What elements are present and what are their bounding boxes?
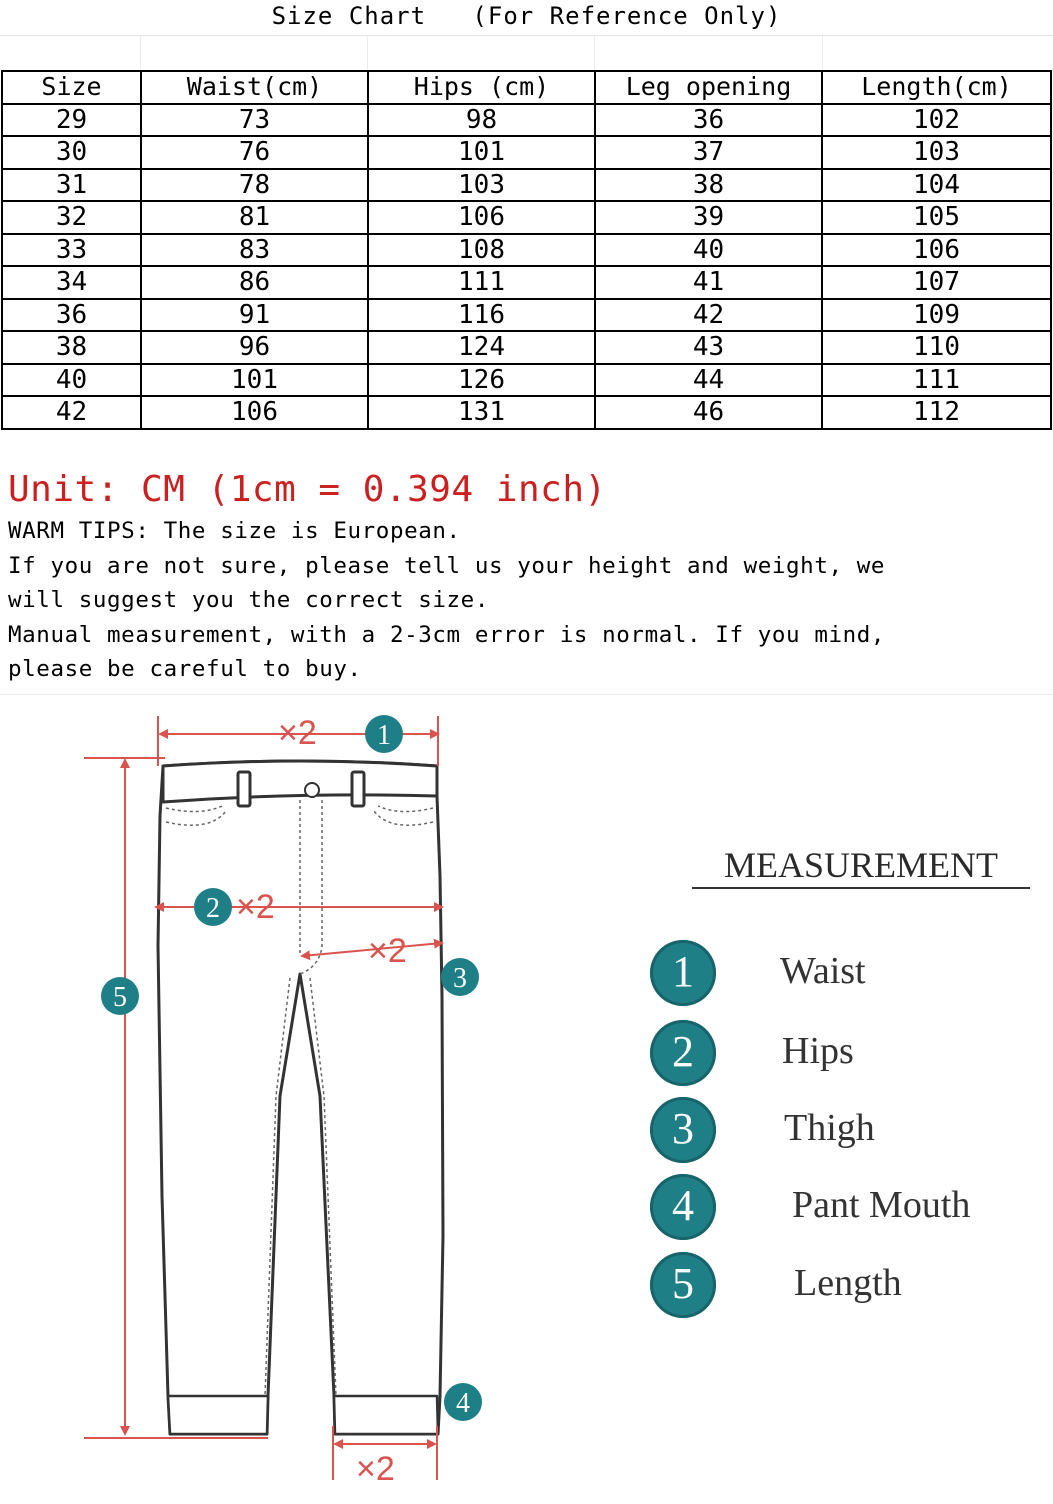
cell-waist: 86 bbox=[141, 266, 368, 299]
legend-number: 2 bbox=[650, 1020, 716, 1086]
cell-leg-opening: 44 bbox=[595, 364, 822, 397]
cell-length: 107 bbox=[822, 266, 1051, 299]
cell-size: 32 bbox=[2, 201, 141, 234]
svg-text:5: 5 bbox=[113, 982, 127, 1013]
legend-number: 5 bbox=[650, 1252, 716, 1318]
cell-waist: 91 bbox=[141, 299, 368, 332]
legend-item-length bbox=[650, 1252, 1050, 1318]
cell-waist: 83 bbox=[141, 234, 368, 267]
table-row bbox=[2, 234, 1051, 267]
cell-length: 106 bbox=[822, 234, 1051, 267]
notes-section bbox=[8, 466, 1048, 687]
cell-leg-opening: 46 bbox=[595, 396, 822, 429]
chart-title: Size Chart (For Reference Only) bbox=[271, 2, 782, 30]
cell-size: 40 bbox=[2, 364, 141, 397]
cell-length: 104 bbox=[822, 169, 1051, 202]
cell-hips: 116 bbox=[368, 299, 595, 332]
marker-hips bbox=[194, 888, 232, 926]
cell-waist: 101 bbox=[141, 364, 368, 397]
cell-length: 111 bbox=[822, 364, 1051, 397]
warm-tips: WARM TIPS: The size is European. bbox=[8, 518, 461, 544]
cell-waist: 96 bbox=[141, 331, 368, 364]
legend-item-thigh bbox=[650, 1097, 1050, 1163]
header-gridlines bbox=[0, 35, 1053, 70]
cell-length: 109 bbox=[822, 299, 1051, 332]
table-row bbox=[2, 364, 1051, 397]
table-row bbox=[2, 331, 1051, 364]
cell-waist: 106 bbox=[141, 396, 368, 429]
svg-text:3: 3 bbox=[453, 963, 467, 994]
cell-leg-opening: 41 bbox=[595, 266, 822, 299]
thigh-multiplier: ×2 bbox=[368, 932, 407, 970]
legend-number: 3 bbox=[650, 1097, 716, 1163]
note-line-5: please be careful to buy. bbox=[8, 656, 362, 682]
header-size: Size bbox=[2, 71, 141, 104]
section-divider bbox=[0, 694, 1053, 695]
legend-item-hips bbox=[650, 1020, 1050, 1086]
cell-hips: 103 bbox=[368, 169, 595, 202]
cell-hips: 126 bbox=[368, 364, 595, 397]
cell-hips: 101 bbox=[368, 136, 595, 169]
marker-pant-mouth bbox=[444, 1383, 482, 1421]
cell-size: 34 bbox=[2, 266, 141, 299]
table-row bbox=[2, 104, 1051, 137]
cell-leg-opening: 39 bbox=[595, 201, 822, 234]
table-row bbox=[2, 201, 1051, 234]
size-table bbox=[1, 70, 1052, 430]
cell-size: 38 bbox=[2, 331, 141, 364]
cell-hips: 98 bbox=[368, 104, 595, 137]
cell-size: 42 bbox=[2, 396, 141, 429]
legend-label: Thigh bbox=[784, 1107, 875, 1149]
cell-leg-opening: 40 bbox=[595, 234, 822, 267]
cell-waist: 81 bbox=[141, 201, 368, 234]
marker-thigh bbox=[441, 958, 479, 996]
cell-size: 29 bbox=[2, 104, 141, 137]
cell-hips: 131 bbox=[368, 396, 595, 429]
marker-waist bbox=[365, 715, 403, 753]
svg-text:4: 4 bbox=[456, 1388, 470, 1419]
legend-label: Waist bbox=[780, 950, 866, 992]
legend-item-waist bbox=[650, 940, 1050, 1006]
note-line-2: If you are not sure, please tell us your height and weight, we bbox=[8, 552, 886, 579]
header-hips: Hips (cm) bbox=[368, 71, 595, 104]
cell-leg-opening: 37 bbox=[595, 136, 822, 169]
cell-size: 33 bbox=[2, 234, 141, 267]
legend-item-pant-mouth bbox=[650, 1174, 1050, 1240]
legend-label: Length bbox=[794, 1262, 902, 1304]
header-length: Length(cm) bbox=[822, 71, 1051, 104]
header-leg-opening: Leg opening bbox=[595, 71, 822, 104]
cell-size: 30 bbox=[2, 136, 141, 169]
cell-size: 31 bbox=[2, 169, 141, 202]
cell-hips: 108 bbox=[368, 234, 595, 267]
legend-label: Pant Mouth bbox=[792, 1184, 971, 1226]
header-waist: Waist(cm) bbox=[141, 71, 368, 104]
legend-number: 1 bbox=[650, 940, 716, 1006]
cell-waist: 76 bbox=[141, 136, 368, 169]
mouth-multiplier: ×2 bbox=[356, 1450, 395, 1488]
cell-hips: 106 bbox=[368, 201, 595, 234]
measurement-title: MEASUREMENT bbox=[692, 845, 1030, 889]
cell-length: 110 bbox=[822, 331, 1051, 364]
cell-size: 36 bbox=[2, 299, 141, 332]
table-row bbox=[2, 299, 1051, 332]
cell-waist: 73 bbox=[141, 104, 368, 137]
table-row bbox=[2, 136, 1051, 169]
cell-leg-opening: 38 bbox=[595, 169, 822, 202]
hips-multiplier: ×2 bbox=[236, 888, 275, 926]
table-row bbox=[2, 169, 1051, 202]
table-row bbox=[2, 396, 1051, 429]
table-header-row bbox=[2, 71, 1051, 104]
cell-length: 112 bbox=[822, 396, 1051, 429]
legend-number: 4 bbox=[650, 1174, 716, 1240]
note-line-4: Manual measurement, with a 2-3cm error is normal. If you mind, bbox=[8, 621, 886, 648]
table-row bbox=[2, 266, 1051, 299]
cell-leg-opening: 36 bbox=[595, 104, 822, 137]
cell-leg-opening: 43 bbox=[595, 331, 822, 364]
cell-waist: 78 bbox=[141, 169, 368, 202]
svg-text:1: 1 bbox=[377, 720, 391, 751]
legend-label: Hips bbox=[782, 1030, 854, 1072]
cell-hips: 124 bbox=[368, 331, 595, 364]
cell-leg-opening: 42 bbox=[595, 299, 822, 332]
cell-length: 105 bbox=[822, 201, 1051, 234]
unit-note: Unit: CM (1cm = 0.394 inch) bbox=[8, 469, 607, 510]
waist-multiplier: ×2 bbox=[278, 714, 317, 752]
svg-text:2: 2 bbox=[206, 893, 220, 924]
cell-length: 102 bbox=[822, 104, 1051, 137]
cell-hips: 111 bbox=[368, 266, 595, 299]
marker-length bbox=[101, 977, 139, 1015]
note-line-3: will suggest you the correct size. bbox=[8, 587, 489, 613]
cell-length: 103 bbox=[822, 136, 1051, 169]
